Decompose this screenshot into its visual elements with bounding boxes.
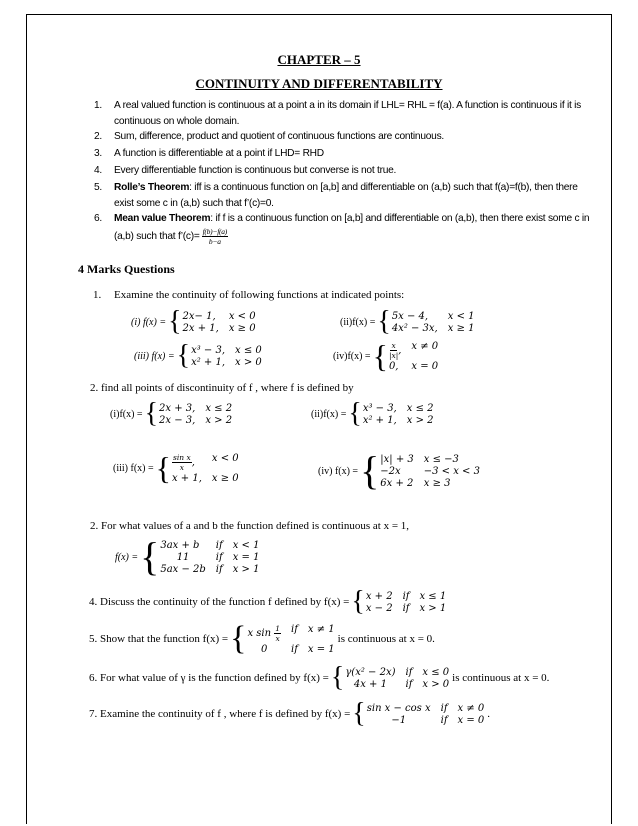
q3-text: 2. For what values of a and b the function defined is continuous at x = 1,: [90, 520, 410, 532]
q5-tail: is continuous at x = 0.: [337, 633, 435, 645]
q7-tail: .: [487, 708, 491, 720]
q5-text: 5. Show that the function f(x) =: [89, 633, 229, 645]
q1-part-ii: (ii)f(x) = { 5x − 4, x < 1 4x² − 3x, x ≥ 1: [340, 306, 475, 337]
q1-text: Examine the continuity of following functions at indicated points:: [114, 289, 405, 301]
q6-tail: is continuous at x = 0.: [452, 672, 550, 684]
q2-part-i: (i)f(x) = { 2x + 3, x ≤ 2 2x − 3, x > 2: [110, 398, 233, 429]
fact-5-text: : iff is a continuous function on [a,b] and differentiable on (a,b) such that f(a)=f(b), then there exist some c in (a,b) such that f’(c)=0.: [114, 182, 578, 209]
topic-heading: CONTINUITY AND DIFFERENTABILITY: [195, 76, 443, 91]
q1-part-iv: (iv)f(x) = { $\frac{x}{|x|}$ , x ≠ 0 0, x = 0: [333, 338, 439, 374]
q2-text: 2. find all points of discontinuity of f , where f is defined by: [90, 382, 354, 394]
rolle-title: Rolle’s Theorem: [114, 182, 190, 193]
q3-function: f(x) = { 3ax + b if x < 1 11 if x = 1 5ax − 2b if x > 1: [115, 534, 260, 579]
q4-text: 4. Discuss the continuity of the function f defined by f(x) =: [89, 596, 350, 608]
q1-part-i: (i) f(x) = { 2x− 1, x < 0 2x + 1, x ≥ 0: [131, 306, 256, 337]
q7-text: 7. Examine the continuity of f , where f is defined by f(x) =: [89, 708, 351, 720]
fact-4-text: Every differentiable function is continuous but converse is not true.: [114, 165, 397, 176]
mvt-fraction: $\frac{f(b)-f(a)}{b-a}$: [202, 226, 228, 246]
q2-part-iii: (iii) f(x) = { $\frac{\text{sin x}}{x}$ , x < 0 x + 1, x ≥ 0: [113, 450, 239, 486]
q1-part-iii: (iii) f(x) = { x³ − 3, x ≤ 0 x² + 1, x > 0: [134, 340, 262, 371]
fact-2-text: Sum, difference, product and quotient of continuous functions are continuous.: [114, 131, 444, 142]
q2-part-ii: (ii)f(x) = { x³ − 3, x ≤ 2 x² + 1, x > 2: [311, 398, 434, 429]
fact-1-text: A real valued function is continuous at a point a in its domain if LHL= RHL = f(a). A function is continuous if it is continuous on whole domain.: [114, 100, 582, 127]
q6-text: 6. For what value of γ is the function defined by f(x) =: [89, 672, 329, 684]
fact-3-text: A function is differentiable at a point if LHD= RHD: [114, 148, 324, 159]
fact-6-text: : if f is a continuous function on [a,b] and differentiable on (a,b), then there exist some c in (a,b) such that f’(c)=: [114, 213, 590, 242]
section-title: 4 Marks Questions: [78, 262, 175, 276]
q2-part-iv: (iv) f(x) = { |x| + 3 x ≤ −3 −2x −3 < x < 3 6x + 2 x ≥ 3: [318, 448, 480, 493]
q5: 5. Show that the function f(x) = { x sin $\frac{1}{x}$ if x ≠ 1 0 if x = 1 is continuous at x = 0.: [89, 620, 435, 657]
chapter-heading: CHAPTER – 5: [277, 52, 361, 67]
mvt-title: Mean value Theorem: [114, 213, 211, 224]
q6: 6. For what value of γ is the function defined by f(x) = { γ(x² − 2x) if x ≤ 0 4x + 1 if x > 0 is continuous at x = 0.: [89, 662, 550, 693]
q1-number: 1.: [93, 289, 102, 301]
q7: 7. Examine the continuity of f , where f is defined by f(x) = { sin x − cos x if x ≠ 0 −1 if x = 0 .: [89, 698, 491, 729]
q4: 4. Discuss the continuity of the function f defined by f(x) = { x + 2 if x ≤ 1 x − 2 if x > 1: [89, 586, 447, 617]
